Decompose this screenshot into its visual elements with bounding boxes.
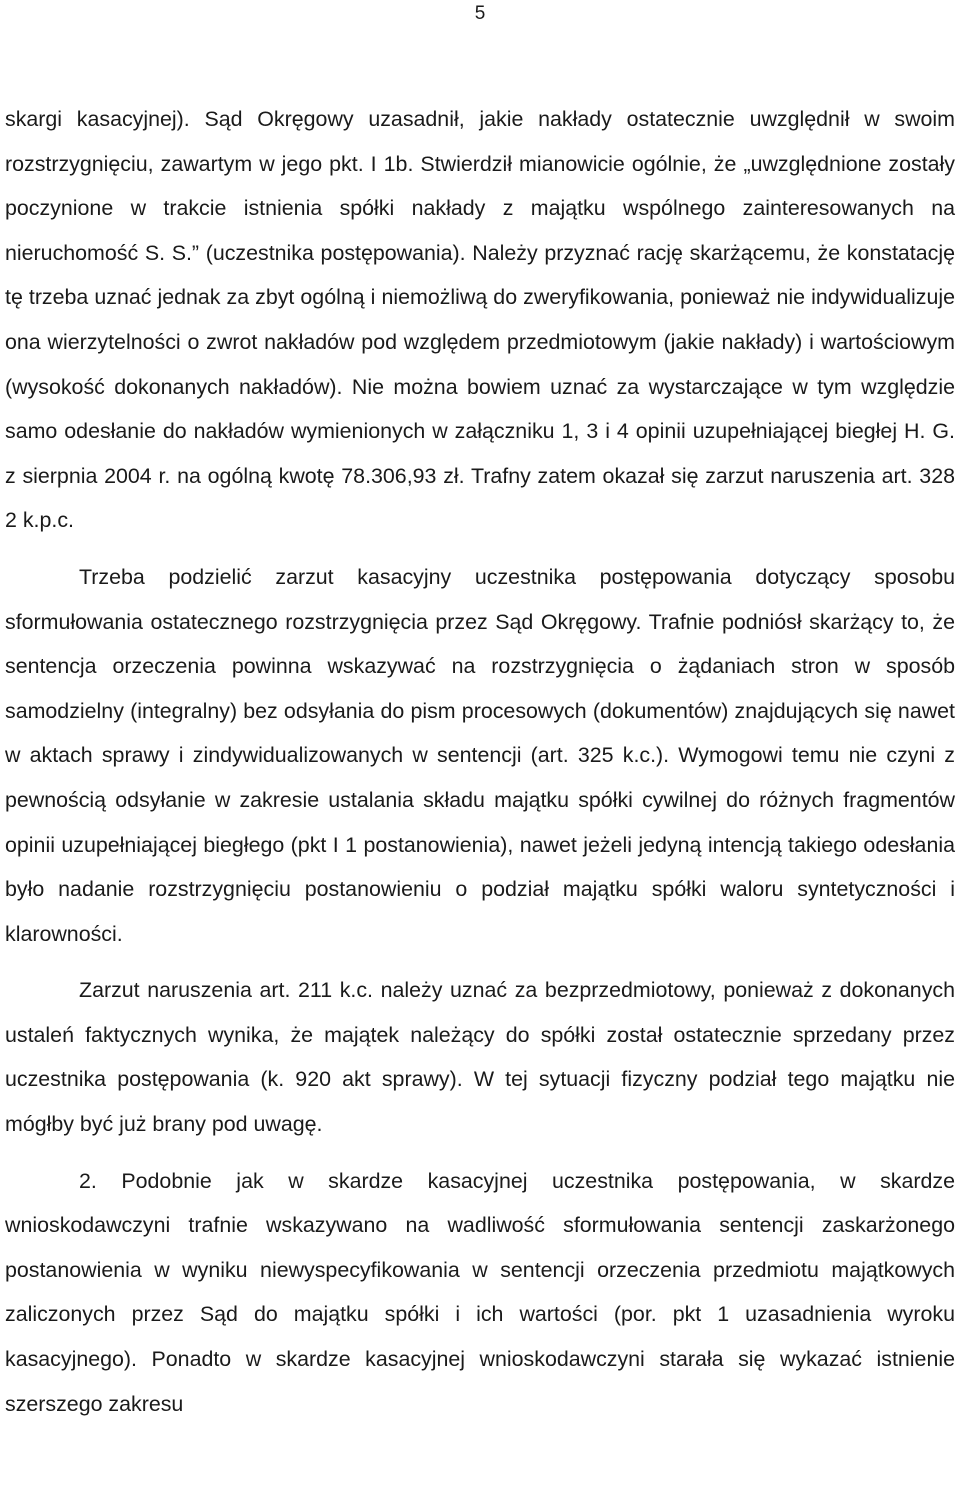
page-number: 5 [474,3,486,24]
paragraph-1: skargi kasacyjnej). Sąd Okręgowy uzasadnił, jakie nakłady ostatecznie uwzględnił w swoim rozstrzygnięciu, zawartym w jego pkt. I 1b. Stwierdził mianowicie ogólnie, że „uwzględnione zostały poczynione w trakcie istnienia spółki nakłady z majątku wspólnego zainteresowanych na nieruchomość S. S.” (uczestnika postępowania). Należy przyznać rację skarżącemu, że konstatację tę trzeba uznać jednak za zbyt ogólną i niemożliwą do zweryfikowania, ponieważ nie indywidualizuje ona wierzytelności o zwrot nakładów pod względem przedmiotowym (jakie nakłady) i wartościowym (wysokość dokonanych nakładów). Nie można bowiem uznać za wystarczające w tym względzie samo odesłanie do nakładów wymienionych w załączniku 1, 3 i 4 opinii uzupełniającej biegłej H. G. z sierpnia 2004 r. na ogólną kwotę 78.306,93 zł. Trafny zatem okazał się zarzut naruszenia art. 328 2 k.p.c. [5,107,955,533]
paragraph-3: Zarzut naruszenia art. 211 k.c. należy uznać za bezprzedmiotowy, ponieważ z dokonanych ustaleń faktycznych wynika, że majątek należący do spółki został ostatecznie sprzedany przez uczestnika postępowania (k. 920 akt sprawy). W tej sytuacji fizyczny podział tego majątku nie mógłby być już brany pod uwagę. [5,978,955,1137]
document-body [5,97,955,1426]
paragraph-4: 2. Podobnie jak w skardze kasacyjnej uczestnika postępowania, w skardze wnioskodawczyni trafnie wskazywano na wadliwość sformułowania sentencji zaskarżonego postanowienia w wyniku niewyspecyfikowania w sentencji orzeczenia przedmiotu majątkowych zaliczonych przez Sąd do majątku spółki i ich wartości (por. pkt 1 uzasadnienia wyroku kasacyjnego). Ponadto w skardze kasacyjnej wnioskodawczyni starała się wykazać istnienie szerszego zakresu [5,1168,955,1416]
paragraph-2: Trzeba podzielić zarzut kasacyjny uczestnika postępowania dotyczący sposobu sformułowania ostatecznego rozstrzygnięcia przez Sąd Okręgowy. Trafnie podniósł skarżący to, że sentencja orzeczenia powinna wskazywać na rozstrzygnięcia o żądaniach stron w sposób samodzielny (integralny) bez odsyłania do pism procesowych (dokumentów) znajdujących się nawet w aktach sprawy i zindywidualizowanych w sentencji (art. 325 k.c.). Wymogowi temu nie czyni z pewnością odsyłanie w zakresie ustalania składu majątku spółki cywilnej do różnych fragmentów opinii uzupełniającej biegłego (pkt I 1 postanowienia), nawet jeżeli jedyną intencją takiego odesłania było nadanie rozstrzygnięciu postanowieniu o podział majątku spółki waloru syntetyczności i klarowności. [5,564,955,946]
